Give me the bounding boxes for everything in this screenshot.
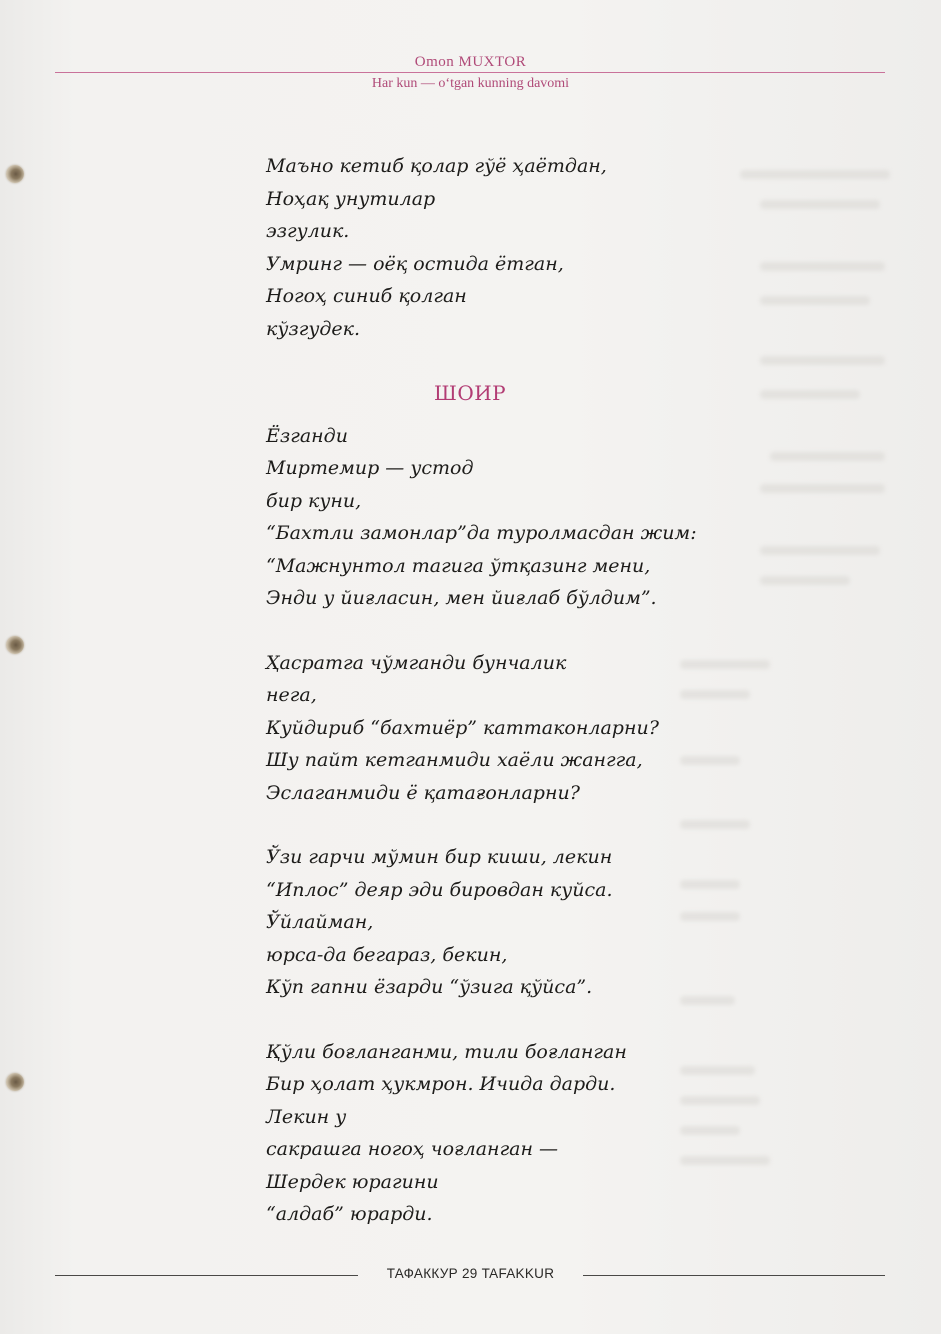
intro-stanza (266, 150, 906, 345)
poem-line: Шердек юрагини (266, 1170, 439, 1193)
poem-line: Ўзи гарчи мўмин бир киши, лекин (266, 846, 613, 868)
poem-line: эзгулик. (266, 220, 350, 242)
poem-line: кўзгудек. (266, 317, 361, 340)
poem-line: Ёзганди (266, 424, 348, 447)
poem-line: Эслаганмиди ё қатағонларни? (266, 781, 580, 804)
poem-stanza (266, 1036, 906, 1231)
poem-title: ШОИР (434, 381, 507, 405)
poem-stanza (266, 841, 906, 1004)
poem-line: Кўп гапни ёзарди “ўзига қўйса”. (266, 976, 593, 998)
footer-divider-right (583, 1275, 885, 1276)
poem-line: Миртемир — устод (266, 457, 474, 479)
poem-line: Ноҳақ унутилар (266, 187, 436, 210)
footer-page-label: ТАФАККУР 29 TAFAKKUR (386, 1266, 555, 1281)
punch-hole-icon (6, 636, 24, 654)
poem-line: Куйдириб “бахтиёр” каттаконларни? (266, 716, 659, 739)
poem-stanzas (266, 420, 906, 1231)
header-author: Omon MUXTOR (414, 54, 527, 70)
footer-divider-left (55, 1275, 358, 1276)
poem-line: Ҳасратга чўмганди бунчалик (266, 651, 567, 674)
poem-line: Ногоҳ синиб қолган (266, 285, 467, 307)
poem-line: “Мажнунтол тагига ўтқазинг мени, (266, 554, 651, 577)
poem-line: Бир ҳолат ҳукмрон. Ичида дарди. (266, 1073, 616, 1095)
poem-line: Шу пайт кетганмиди хаёли жангга, (266, 749, 643, 771)
poem-text-block (266, 150, 906, 1263)
poem-line: Лекин у (266, 1105, 347, 1128)
poem-line: “Иплос” деяр эди бировдан куйса. (266, 878, 613, 901)
poem-line: сакрашга ногоҳ чоғланган — (266, 1138, 559, 1160)
poem-line: “алдаб” юрарди. (266, 1203, 433, 1225)
poem-line: нега, (266, 684, 317, 706)
punch-hole-icon (6, 1073, 24, 1091)
header-divider (55, 72, 885, 73)
poem-line: юрса-да бегараз, бекин, (266, 943, 508, 966)
punch-hole-icon (6, 165, 24, 183)
poem-line: “Бахтли замонлар”да туролмасдан жим: (266, 522, 697, 544)
poem-line: Маъно кетиб қолар гўё ҳаётдан, (266, 155, 607, 177)
poem-line: Энди у йиғласин, мен йиғлаб бўлдим”. (266, 587, 657, 609)
header-subtitle: Har kun — o‘tgan kunning davomi (371, 76, 570, 91)
poem-line: Умринг — оёқ остида ётган, (266, 252, 564, 275)
poem-line: Ўйлайман, (266, 911, 374, 933)
poem-stanza (266, 647, 906, 810)
poem-stanza (266, 420, 906, 615)
poem-line: бир куни, (266, 489, 362, 512)
poem-line: Қўли боғланганми, тили боғланган (266, 1040, 627, 1063)
page-footer (55, 1266, 885, 1286)
